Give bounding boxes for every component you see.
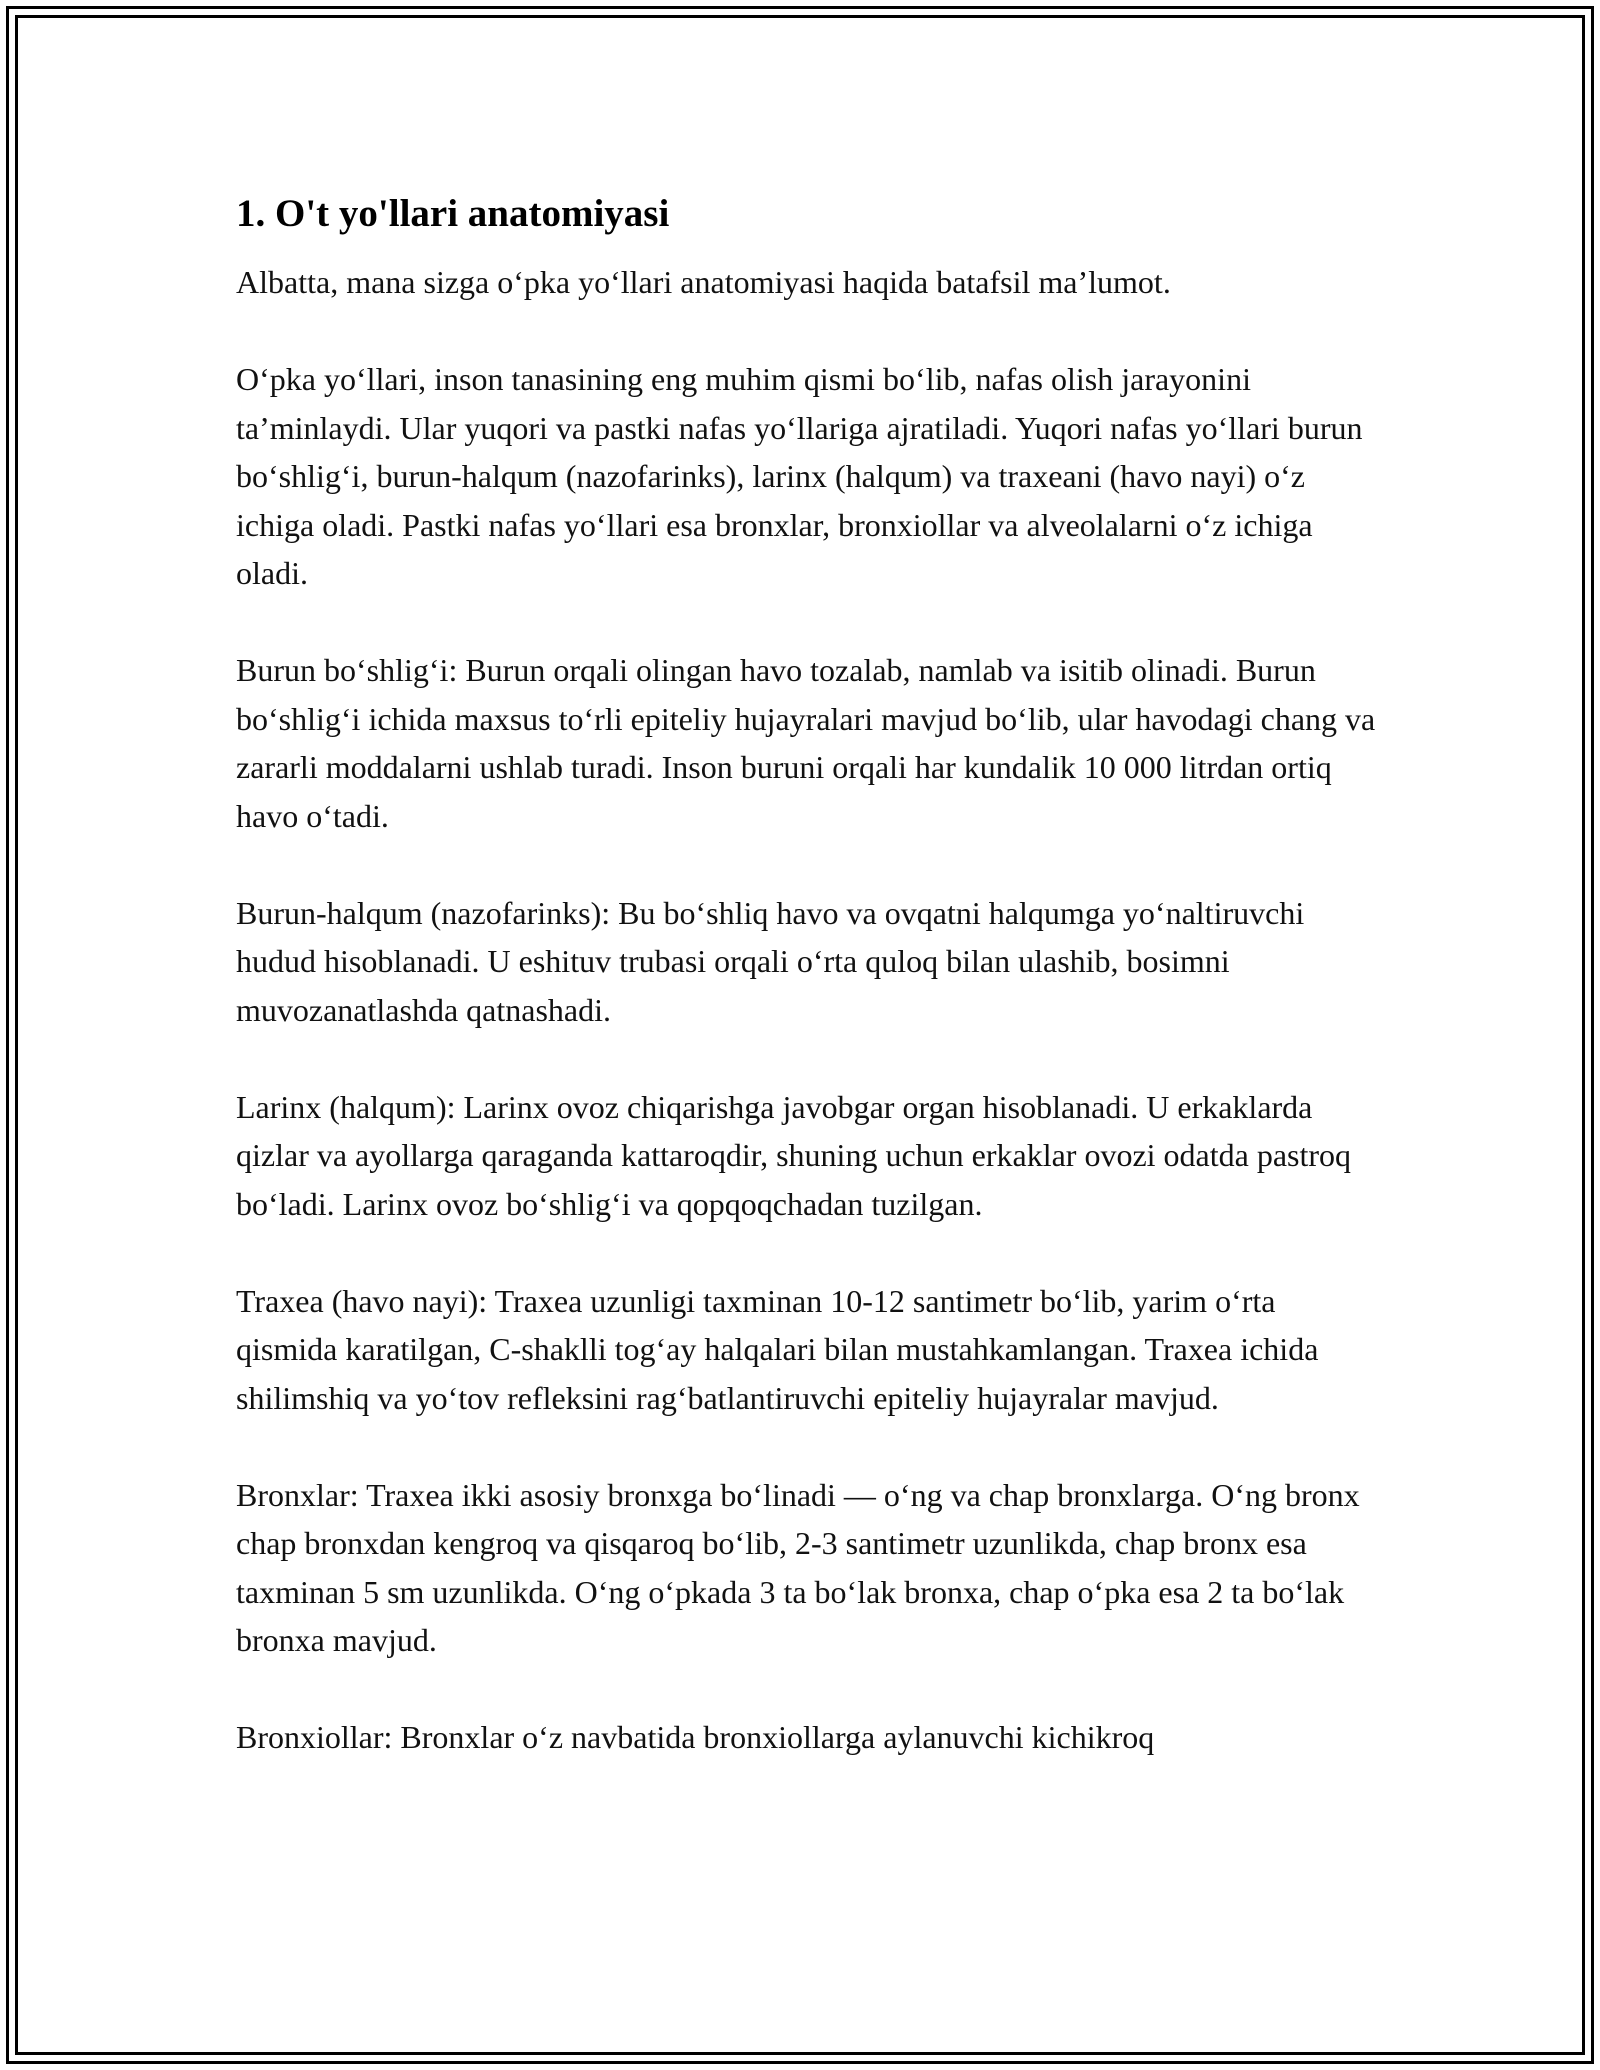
paragraph-larynx: Larinx (halqum): Larinx ovoz chiqarishga javobgar organ hisoblanadi. U erkaklarda qizlar va ayollarga qaraganda kattaroqdir, shuning uchun erkaklar ovozi odatda pastroq bo‘ladi. Larinx ovoz bo‘shlig‘i va qopqoqchadan tuzilgan. <box>236 1088 1352 1222</box>
paragraph-intro: Albatta, mana sizga o‘pka yo‘llari anatomiyasi haqida batafsil ma’lumot. <box>236 264 1171 300</box>
paragraph-bronchi: Bronxlar: Traxea ikki asosiy bronxga bo‘linadi — o‘ng va chap bronxlarga. O‘ng bronx chap bronxdan kengroq va qisqaroq bo‘lib, 2-3 santimetr uzunlikda, chap bronx esa taxminan 5 sm uzunlikda. O‘ng o‘pkada 3 ta bo‘lak bronxa, chap o‘pka esa 2 ta bo‘lak bronxa mavjud. <box>236 1476 1360 1658</box>
paragraph-trachea: Traxea (havo nayi): Traxea uzunligi taxminan 10-12 santimetr bo‘lib, yarim o‘rta qismida karatilgan, C-shaklli tog‘ay halqalari bilan mustahkamlangan. Traxea ichida shilimshiq va yo‘tov refleksini rag‘batlantiruvchi epiteliy hujayralar mavjud. <box>236 1282 1319 1416</box>
page-title: 1. O't yo'llari anatomiyasi <box>236 192 670 235</box>
paragraph-nasopharynx: Burun-halqum (nazofarinks): Bu bo‘shliq havo va ovqatni halqumga yo‘naltiruvchi hudud hisoblanadi. U eshituv trubasi orqali o‘rta quloq bilan ulashib, bosimni muvozanatlashda qatnashadi. <box>236 894 1305 1028</box>
paragraph-nasal-cavity: Burun bo‘shlig‘i: Burun orqali olingan havo tozalab, namlab va isitib olinadi. Burun bo‘shlig‘i ichida maxsus to‘rli epiteliy hujayralari mavjud bo‘lib, ular havodagi chang va zararli moddalarni ushlab turadi. Inson buruni orqali har kundalik 10 000 litrdan ortiq havo o‘tadi. <box>236 652 1376 834</box>
paragraph-bronchioles: Bronxiollar: Bronxlar o‘z navbatida bronxiollarga aylanuvchi kichikroq <box>236 1719 1155 1755</box>
paragraph-overview: O‘pka yo‘llari, inson tanasining eng muhim qismi bo‘lib, nafas olish jarayonini ta’minlaydi. Ular yuqori va pastki nafas yo‘llariga ajratiladi. Yuqori nafas yo‘llari burun bo‘shlig‘i, burun-halqum (nazofarinks), larinx (halqum) va traxeani (havo nayi) o‘z ichiga oladi. Pastki nafas yo‘llari esa bronxlar, bronxiollar va alveolalarni o‘z ichiga oladi. <box>236 361 1363 591</box>
document-body <box>236 190 1376 1810</box>
